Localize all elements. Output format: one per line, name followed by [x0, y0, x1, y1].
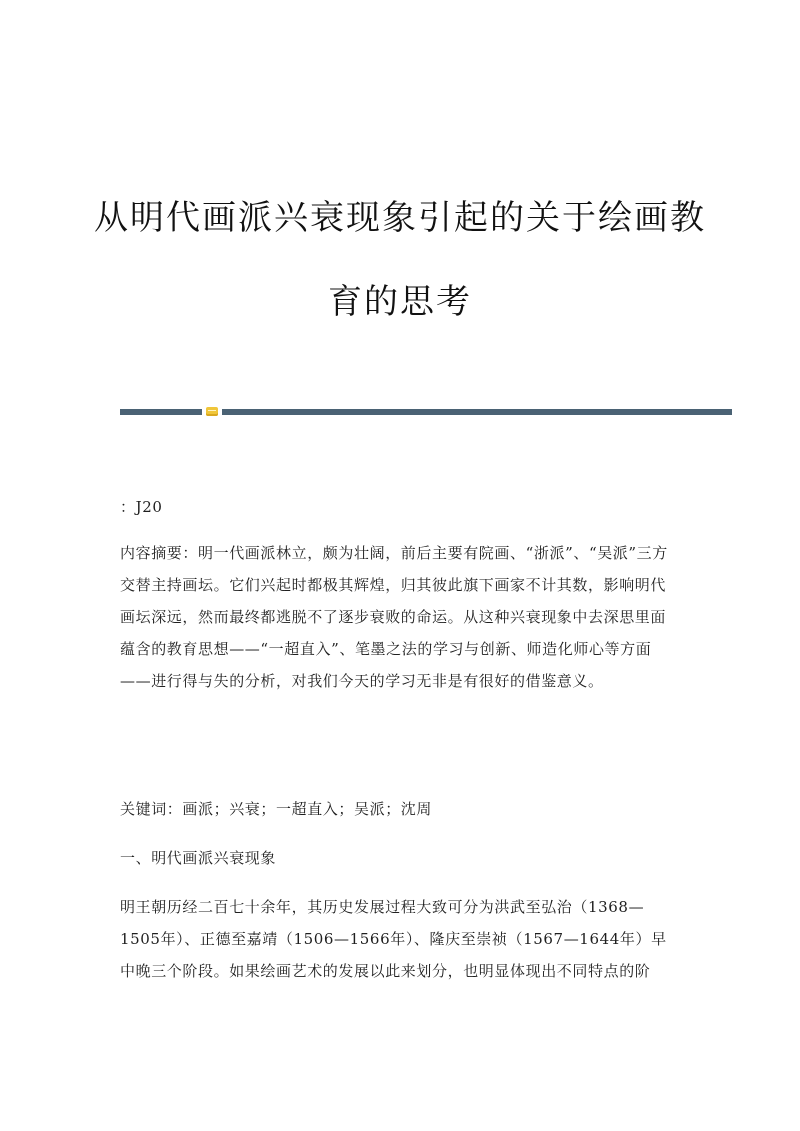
- document-title-line-1: 从明代画派兴衰现象引起的关于绘画教: [94, 198, 706, 238]
- section-heading: 一、明代画派兴衰现象: [120, 849, 277, 867]
- keywords-line: 关键词：画派；兴衰；一超直入；吴派；沈周: [120, 800, 433, 818]
- abstract-paragraph: 内容摘要：明一代画派林立，颇为壮阔，前后主要有院画、“浙派”、“吴派”三方交替主持画坛。它们兴起时都极其辉煌，归其彼此旗下画家不计其数，影响明代画坛深远，然而最终都逃脱不了逐步衰败的命运。从这种兴衰现象中去深思里面蕴含的教育思想——“一超直入”、笔墨之法的学习与创新、师造化师心等方面——进行得与失的分析，对我们今天的学习无非是有很好的借鉴意义。: [120, 544, 668, 690]
- body-paragraph: 明王朝历经二百七十余年，其历史发展过程大致可分为洪武至弘治（1368—1505年）、正德至嘉靖（1506—1566年）、隆庆至崇祯（1567—1644年）早中晚三个阶段。如果绘画艺术的发展以此来划分，也明显体现出不同特点的阶: [120, 898, 667, 980]
- document-title-line-2: 育的思考: [328, 282, 472, 322]
- divider-ornament-icon: [206, 407, 218, 416]
- title-divider: [120, 407, 732, 417]
- divider-bar-right: [222, 409, 732, 415]
- divider-bar-left: [120, 409, 202, 415]
- classification-number: ：J20: [120, 498, 163, 516]
